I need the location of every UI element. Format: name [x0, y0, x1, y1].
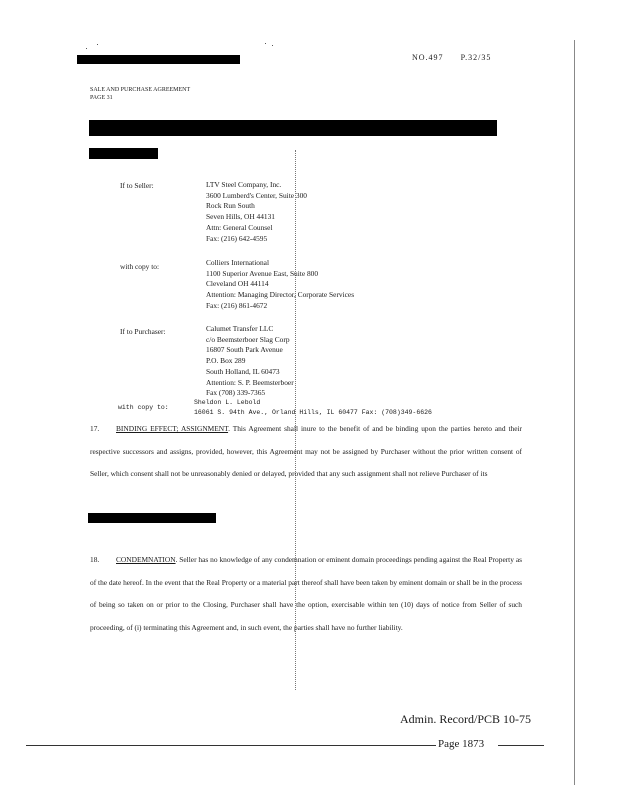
admin-record-stamp: Admin. Record/PCB 10-75 — [400, 712, 531, 726]
section-text: . This Agreement shall inure to the benefit of and be binding upon the parties hereto and their respective successors and assigns, provided, however, this Agreement may not be assigned by Purchaser without the prior written consent of Seller, which consent shall not be unreasonably denied or delayed, provided that any such assignment shall not relieve Purchaser of its — [90, 424, 522, 478]
address-line: Attention: S. P. Beemsterboer — [206, 377, 294, 387]
section-17-paragraph — [90, 418, 522, 486]
stamp-rule-left — [26, 745, 436, 746]
address-line: 16807 South Park Avenue — [206, 345, 283, 355]
address-line: Seven Hills, OH 44131 — [206, 212, 275, 222]
address-line: 3600 Lumberd's Center, Suite 300 — [206, 190, 308, 200]
address-line: South Holland, IL 60473 — [206, 366, 280, 376]
seller-label: If to Seller: — [120, 181, 154, 190]
copy-to-label: with copy to: — [120, 262, 160, 271]
section-18-paragraph — [90, 549, 522, 639]
address-line: Calumet Transfer LLC — [206, 324, 274, 333]
section-number: 17. — [90, 424, 100, 433]
seller-address — [206, 180, 307, 244]
copy-to-address — [206, 258, 354, 312]
fax-page: P.32/35 — [460, 53, 492, 62]
address-line: 16061 S. 94th Ave., Orland Hills, IL 60477 Fax: (708)349-6626 — [194, 409, 432, 416]
address-line: Sheldon L. Lebold — [194, 399, 261, 406]
document-page-number: PAGE 31 — [90, 95, 113, 101]
document-title: SALE AND PURCHASE AGREEMENT — [90, 87, 191, 93]
purchaser-label: If to Purchaser: — [120, 327, 166, 336]
redaction-banner — [89, 120, 497, 136]
address-line: Colliers International — [206, 258, 270, 267]
bates-page-number: Page 1873 — [438, 738, 485, 750]
fax-number: NO.497 — [412, 53, 444, 62]
stamp-rule-right — [498, 745, 544, 746]
address-line: Attn: General Counsel — [206, 222, 273, 232]
section-heading: CONDEMNATION — [116, 555, 176, 564]
fax-header — [412, 53, 505, 62]
page-edge-line — [574, 40, 575, 785]
purchaser-address — [206, 324, 294, 399]
address-line: Fax (708) 339-7365 — [206, 388, 266, 398]
section-text: . Seller has no knowledge of any condemnation or eminent domain proceedings pending against the Real Property as of the date hereof. In the event that the Real Property or a material part thereof shall have been taken by eminent domain or shall be in the process of being so taken on or prior to the Closing, Purchaser shall have the option, exercisable within ten (10) days of notice from Seller of such proceeding, of (i) terminating this Agreement and, in such event, the parties shall have no further liability. — [90, 555, 522, 632]
address-line: 1100 Superior Avenue East, Suite 800 — [206, 268, 319, 278]
address-line: P.O. Box 289 — [206, 356, 246, 366]
redaction-heading — [89, 148, 158, 159]
address-line: Fax: (216) 861-4672 — [206, 300, 268, 310]
copy-to-label-typed: with copy to: — [118, 404, 169, 411]
redaction-top — [77, 55, 240, 64]
copy-to-address-typed — [194, 398, 432, 418]
document-header — [90, 86, 190, 102]
address-line: Cleveland OH 44114 — [206, 279, 269, 289]
address-line: Fax: (216) 642-4595 — [206, 233, 268, 243]
address-line: Rock Run South — [206, 201, 255, 211]
redaction-section-17 — [88, 513, 216, 523]
address-line: c/o Beemsterboer Slag Corp — [206, 334, 290, 344]
section-number: 18. — [90, 555, 100, 564]
section-heading: BINDING EFFECT; ASSIGNMENT — [116, 424, 229, 433]
address-line: Attention: Managing Director, Corporate Services — [206, 290, 355, 300]
address-line: LTV Steel Company, Inc. — [206, 180, 282, 189]
